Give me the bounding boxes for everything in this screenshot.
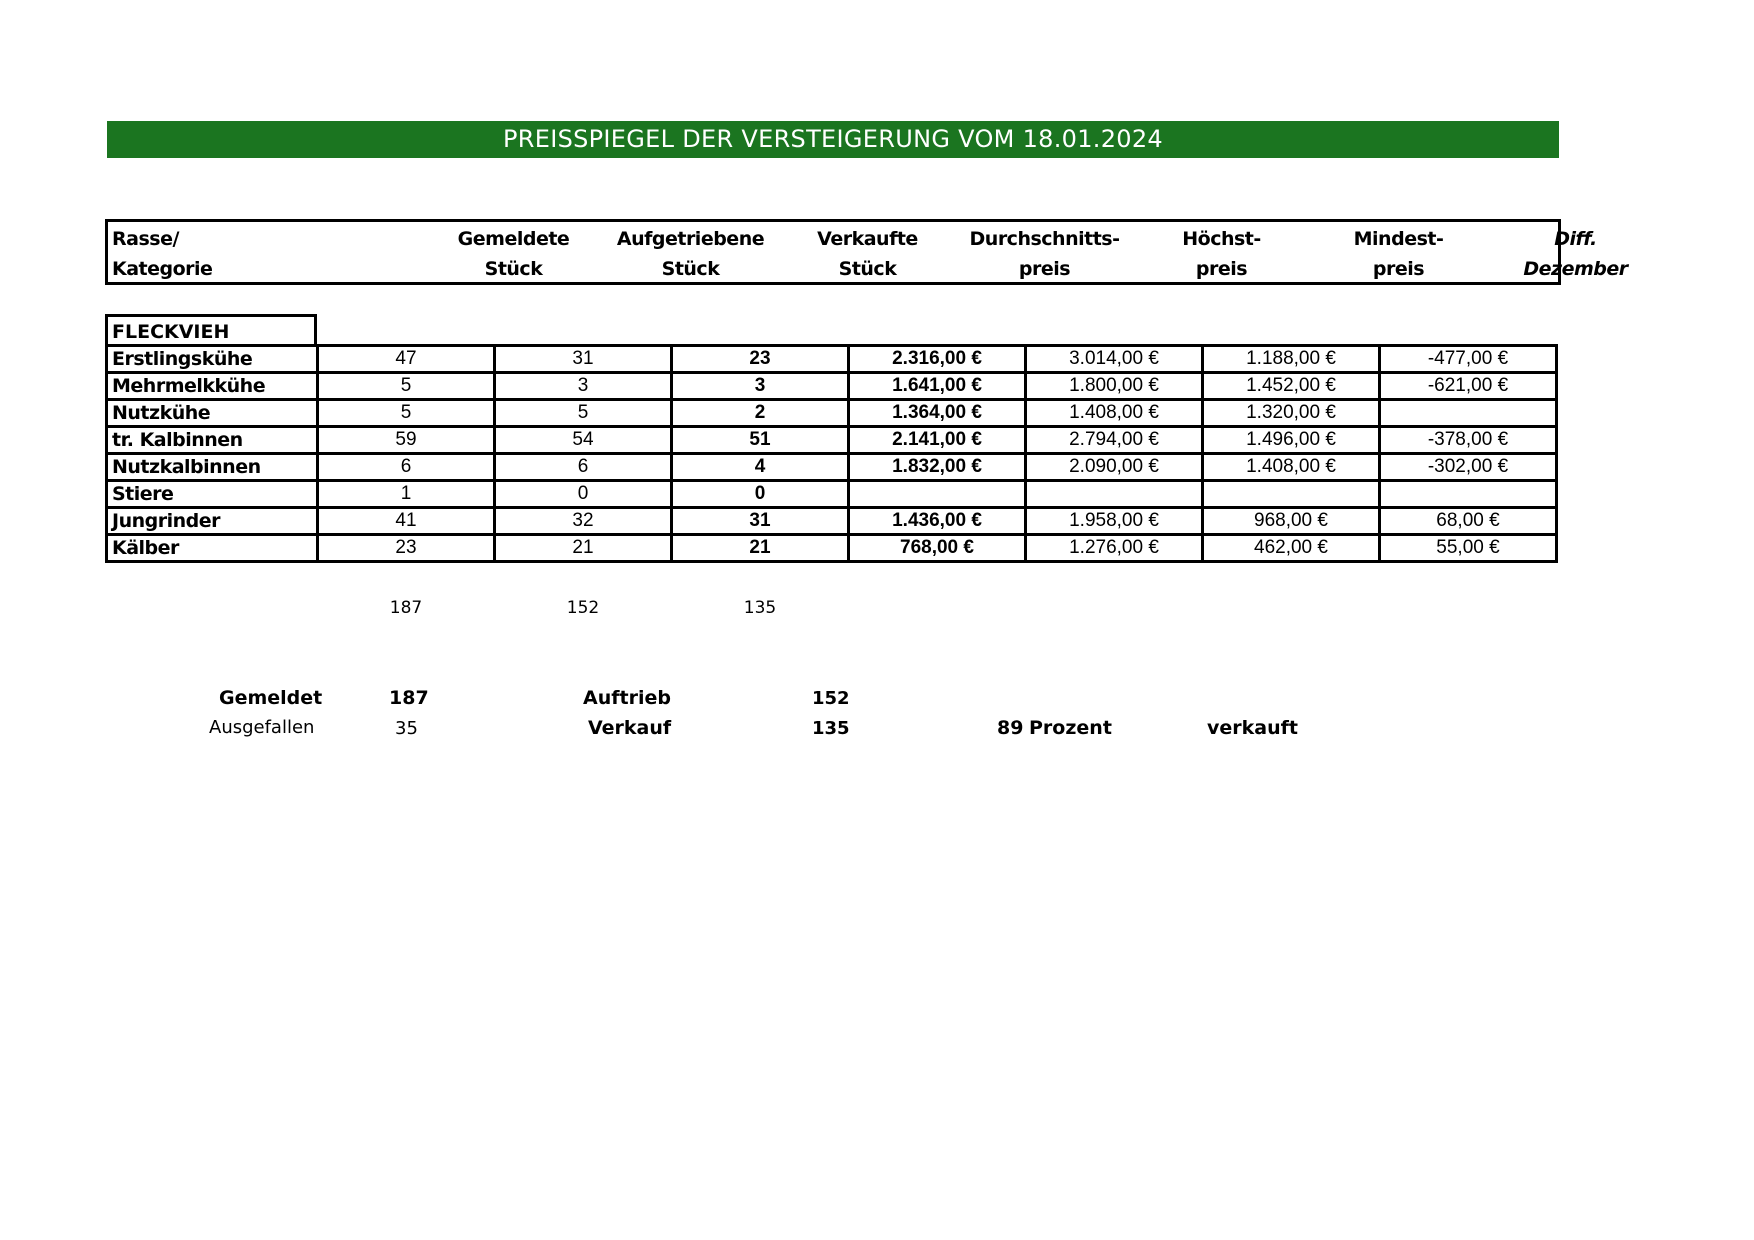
- table-row: [107, 346, 1557, 373]
- summary-ausgefallen-value: 35: [395, 718, 418, 739]
- header-line: Stück: [484, 258, 543, 280]
- table-row: [107, 373, 1557, 400]
- page-title: PREISSPIEGEL DER VERSTEIGERUNG VOM 18.01.2024: [107, 121, 1559, 158]
- cell-mindestpreis: 1.188,00 €: [1203, 346, 1380, 373]
- cell-gemeldet: 59: [318, 427, 495, 454]
- cell-hoechstpreis: 1.276,00 €: [1026, 535, 1203, 562]
- cell-verkauft: 2: [672, 400, 849, 427]
- summary-verkauf-label: Verkauf: [588, 717, 672, 739]
- cell-gemeldet: 1: [318, 481, 495, 508]
- header-durchschnittspreis: [956, 224, 1133, 284]
- cell-mindestpreis: 462,00 €: [1203, 535, 1380, 562]
- header-verkaufte-stueck: [779, 224, 956, 284]
- header-line: preis: [1195, 258, 1248, 280]
- table-row: [107, 535, 1557, 562]
- header-line: Diff.: [1554, 228, 1597, 250]
- cell-aufgetrieben: 31: [495, 346, 672, 373]
- cell-durchschnittspreis: 768,00 €: [849, 535, 1026, 562]
- header-line: Aufgetriebene: [616, 228, 765, 250]
- cell-gemeldet: 41: [318, 508, 495, 535]
- cell-kategorie: Erstlingskühe: [107, 346, 318, 373]
- header-line: Kategorie: [112, 258, 213, 280]
- header-line: preis: [1372, 258, 1425, 280]
- cell-aufgetrieben: 3: [495, 373, 672, 400]
- cell-mindestpreis: 1.408,00 €: [1203, 454, 1380, 481]
- header-line: Stück: [661, 258, 720, 280]
- table-row: [107, 454, 1557, 481]
- cell-verkauft: 3: [672, 373, 849, 400]
- cell-mindestpreis: 1.496,00 €: [1203, 427, 1380, 454]
- cell-kategorie: Nutzkühe: [107, 400, 318, 427]
- cell-diff: -378,00 €: [1380, 427, 1557, 454]
- cell-mindestpreis: 968,00 €: [1203, 508, 1380, 535]
- header-line: Rasse/: [112, 228, 179, 250]
- cell-kategorie: Jungrinder: [107, 508, 318, 535]
- cell-diff: -477,00 €: [1380, 346, 1557, 373]
- cell-durchschnittspreis: 1.832,00 €: [849, 454, 1026, 481]
- total-aufgetrieben: 152: [566, 598, 600, 618]
- summary-ausgefallen-label: Ausgefallen: [209, 717, 315, 738]
- cell-verkauft: 4: [672, 454, 849, 481]
- summary-verkauf-value: 135: [812, 718, 850, 739]
- header-diff-dezember: [1487, 224, 1664, 284]
- cell-aufgetrieben: 54: [495, 427, 672, 454]
- header-line: Gemeldete: [457, 228, 570, 250]
- header-hoechstpreis: [1133, 224, 1310, 284]
- header-rasse-kategorie: [112, 224, 312, 284]
- header-line: Verkaufte: [817, 228, 918, 250]
- cell-kategorie: Kälber: [107, 535, 318, 562]
- table-header: [105, 219, 1628, 285]
- table-row: [107, 508, 1557, 535]
- cell-aufgetrieben: 0: [495, 481, 672, 508]
- cell-mindestpreis: [1203, 481, 1380, 508]
- cell-gemeldet: 23: [318, 535, 495, 562]
- price-table: [105, 344, 1558, 563]
- header-line: Mindest-: [1353, 228, 1444, 250]
- cell-diff: 55,00 €: [1380, 535, 1557, 562]
- cell-aufgetrieben: 6: [495, 454, 672, 481]
- header-line: Dezember: [1523, 258, 1628, 280]
- cell-hoechstpreis: 1.800,00 €: [1026, 373, 1203, 400]
- cell-durchschnittspreis: 1.436,00 €: [849, 508, 1026, 535]
- cell-aufgetrieben: 32: [495, 508, 672, 535]
- header-line: Stück: [838, 258, 897, 280]
- cell-mindestpreis: 1.320,00 €: [1203, 400, 1380, 427]
- cell-aufgetrieben: 5: [495, 400, 672, 427]
- cell-verkauft: 0: [672, 481, 849, 508]
- cell-hoechstpreis: 2.090,00 €: [1026, 454, 1203, 481]
- cell-verkauft: 51: [672, 427, 849, 454]
- header-line: Höchst-: [1182, 228, 1261, 250]
- cell-gemeldet: 6: [318, 454, 495, 481]
- cell-mindestpreis: 1.452,00 €: [1203, 373, 1380, 400]
- summary-gemeldet-label: Gemeldet: [219, 687, 323, 709]
- cell-diff: [1380, 481, 1557, 508]
- cell-diff: [1380, 400, 1557, 427]
- cell-kategorie: tr. Kalbinnen: [107, 427, 318, 454]
- cell-durchschnittspreis: 2.316,00 €: [849, 346, 1026, 373]
- cell-durchschnittspreis: 1.364,00 €: [849, 400, 1026, 427]
- cell-hoechstpreis: 1.408,00 €: [1026, 400, 1203, 427]
- header-mindestpreis: [1310, 224, 1487, 284]
- cell-kategorie: Stiere: [107, 481, 318, 508]
- cell-kategorie: Nutzkalbinnen: [107, 454, 318, 481]
- summary-auftrieb-value: 152: [812, 688, 850, 709]
- summary-auftrieb-label: Auftrieb: [583, 687, 671, 709]
- cell-diff: 68,00 €: [1380, 508, 1557, 535]
- table-row: [107, 481, 1557, 508]
- cell-durchschnittspreis: 2.141,00 €: [849, 427, 1026, 454]
- cell-verkauft: 31: [672, 508, 849, 535]
- header-aufgetriebene-stueck: [602, 224, 779, 284]
- total-gemeldet: 187: [389, 598, 423, 618]
- cell-hoechstpreis: 1.958,00 €: [1026, 508, 1203, 535]
- header-line: preis: [1018, 258, 1071, 280]
- cell-hoechstpreis: 2.794,00 €: [1026, 427, 1203, 454]
- cell-gemeldet: 47: [318, 346, 495, 373]
- table-row: [107, 427, 1557, 454]
- cell-gemeldet: 5: [318, 373, 495, 400]
- cell-hoechstpreis: [1026, 481, 1203, 508]
- cell-diff: -302,00 €: [1380, 454, 1557, 481]
- table-row: [107, 400, 1557, 427]
- cell-kategorie: Mehrmelkkühe: [107, 373, 318, 400]
- header-gemeldete-stueck: [425, 224, 602, 284]
- summary-prozent-value: 89: [997, 717, 1024, 739]
- cell-aufgetrieben: 21: [495, 535, 672, 562]
- summary-gemeldet-value: 187: [389, 687, 429, 709]
- total-verkauft: 135: [743, 598, 777, 618]
- cell-verkauft: 21: [672, 535, 849, 562]
- summary-verkauft-label: verkauft: [1207, 717, 1298, 739]
- cell-diff: -621,00 €: [1380, 373, 1557, 400]
- cell-verkauft: 23: [672, 346, 849, 373]
- cell-durchschnittspreis: 1.641,00 €: [849, 373, 1026, 400]
- summary-prozent-label: Prozent: [1029, 717, 1112, 739]
- cell-durchschnittspreis: [849, 481, 1026, 508]
- section-label: FLECKVIEH: [105, 314, 317, 344]
- cell-gemeldet: 5: [318, 400, 495, 427]
- cell-hoechstpreis: 3.014,00 €: [1026, 346, 1203, 373]
- header-line: Durchschnitts-: [969, 228, 1120, 250]
